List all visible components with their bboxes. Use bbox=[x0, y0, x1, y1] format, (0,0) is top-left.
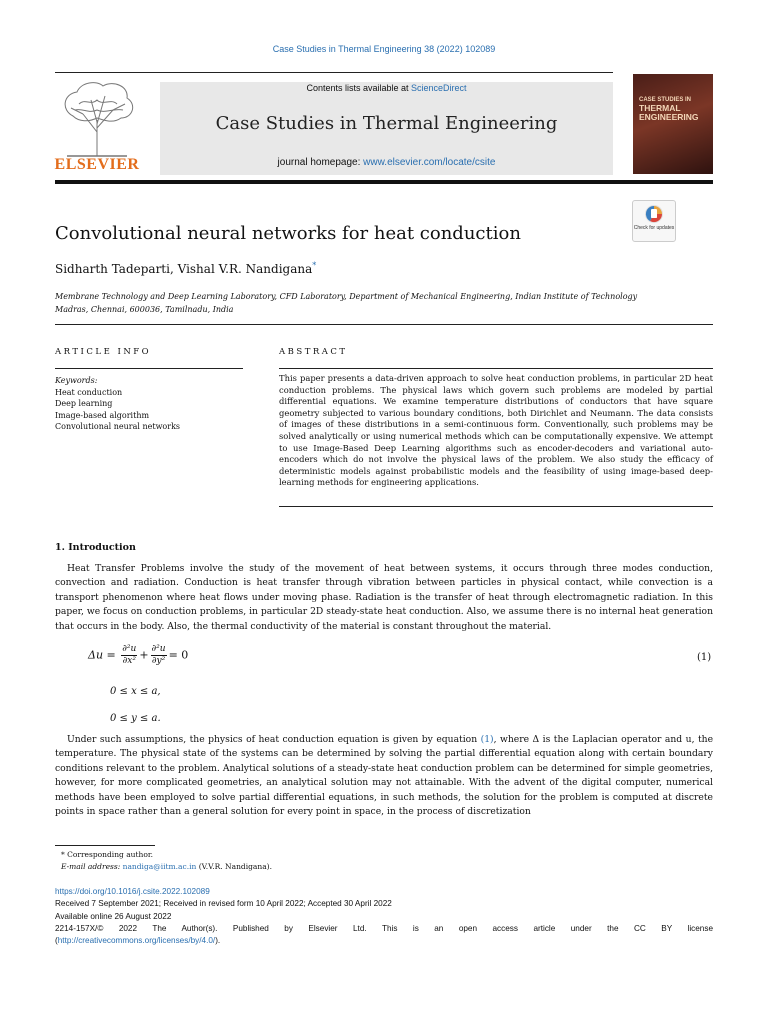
available-online: Available online 26 August 2022 bbox=[55, 911, 172, 921]
license-link[interactable]: http://creativecommons.org/licenses/by/4.0/ bbox=[57, 936, 216, 946]
abstract-text: This paper presents a data-driven approach to solve heat conduction problems, in particular 2D heat conduction problems. The physical laws which govern such problems are modeled by partial differential equations. We examine temperature distributions of conductors that have square geometry subjected to various boundary conditions, both Dirichlet and Neumann. The data consists of images of these distributions in a semi-continuous form. Conventionally, such problems may be solved analytically or using numerical methods which can be computationally expensive. We attempt to use Image-Based Deep Learning algorithms such as encoder-decoders and variational auto-encoders which do not involve the physical laws of the problem. We also study the efficacy of deterministic models against probabilistic models and the feasibility of using image-based deep-learning methods for engineering applications. bbox=[279, 373, 713, 488]
corresponding-author-mark[interactable]: * bbox=[312, 261, 317, 270]
received-dates: Received 7 September 2021; Received in revised form 10 April 2022; Accepted 30 April 2022 bbox=[55, 899, 392, 909]
keywords-list bbox=[55, 375, 180, 433]
equation-reference-link[interactable]: (1) bbox=[480, 734, 494, 745]
author-1[interactable]: Sidharth Tadeparti bbox=[55, 262, 170, 276]
equation-1 bbox=[88, 644, 188, 667]
email-label: E-mail address: bbox=[61, 862, 123, 871]
email-footnote bbox=[55, 861, 272, 873]
check-updates-icon bbox=[644, 204, 664, 224]
license-paren-open: ( bbox=[55, 936, 58, 946]
contents-line bbox=[160, 83, 613, 93]
equation-fraction-x bbox=[121, 644, 137, 667]
article-info-rule bbox=[55, 368, 243, 369]
publication-info bbox=[55, 886, 713, 947]
fraction-numerator: ∂²u bbox=[122, 644, 137, 654]
email-link[interactable]: nandiga@iitm.ac.in bbox=[122, 862, 197, 871]
paragraph-text: Under such assumptions, the physics of heat conduction equation is given by equation bbox=[67, 734, 481, 745]
title-block-rule bbox=[55, 324, 713, 325]
fraction-denominator: ∂x² bbox=[122, 656, 136, 666]
intro-paragraph-1: Heat Transfer Problems involve the study of the movement of heat between systems, it occurs through three modes conduction, convection and radiation. Conduction is heat transfer through vibration between particles in physical contact, while convection is a transport phenomenon where heat flows under moving phase. Radiation is the transfer of heat through electromagnetic radiation. In this paper, we focus on conduction problems, in particular 2D steady-state heat conduction. Also, we assume there is no internal heat generation that occurs in the body. Also, the thermal conductivity of the material is constant throughout the material. bbox=[55, 563, 713, 632]
check-for-updates-badge[interactable] bbox=[632, 200, 676, 242]
journal-homepage-link[interactable]: www.elsevier.com/locate/csite bbox=[363, 157, 496, 168]
header-thick-rule bbox=[55, 180, 713, 184]
affiliation-line-2: Madras, Chennai, 600036, Tamilnadu, India bbox=[55, 305, 234, 314]
paragraph-text: , where Δ is the Laplacian operator and u, the temperature. The physical state of the systems can be determined by solving the partial differential equation along with certain boundary conditions relevant to the problem. Analytical solutions of a steady-state heat conduction problem can be determined for simple geometries, however, for more complicated geometries, an analytical solution may not attainable. With the advent of the digital computer, numerical methods have been employed to solve partial differential equations, in such methods, the solution for the problem is computed at discrete points in space rather than a general solution for every point in space, in the process of discretization bbox=[55, 734, 714, 818]
top-rule bbox=[55, 72, 613, 73]
abstract-bottom-rule bbox=[279, 506, 713, 507]
abstract-heading: ABSTRACT bbox=[279, 347, 348, 357]
cover-line-3: ENGINEERING bbox=[639, 112, 699, 122]
author-2[interactable]: Vishal V.R. Nandigana bbox=[177, 262, 313, 276]
fraction-numerator: ∂²u bbox=[151, 644, 166, 654]
footnote-rule bbox=[55, 845, 155, 846]
equation-plus: + bbox=[139, 648, 149, 662]
email-owner: (V.V.R. Nandigana). bbox=[196, 862, 272, 871]
equation-lhs: Δu = bbox=[88, 648, 120, 662]
homepage-prefix: journal homepage: bbox=[277, 157, 364, 168]
paper-title: Convolutional neural networks for heat conduction bbox=[55, 223, 521, 244]
cover-line-1: CASE STUDIES IN bbox=[639, 97, 692, 103]
journal-cover-image[interactable] bbox=[633, 74, 713, 174]
affiliation bbox=[55, 290, 675, 316]
keyword-item: Convolutional neural networks bbox=[55, 422, 181, 431]
author-separator: , bbox=[169, 262, 178, 276]
license-url-line bbox=[55, 935, 713, 947]
cover-line-2: THERMAL bbox=[639, 103, 681, 113]
abstract-rule bbox=[279, 368, 713, 369]
section-heading-introduction: 1. Introduction bbox=[55, 542, 136, 553]
article-info-heading: ARTICLE INFO bbox=[55, 347, 152, 357]
license-paren-close: ). bbox=[215, 936, 221, 946]
journal-reference[interactable]: Case Studies in Thermal Engineering 38 (2022) 102089 bbox=[272, 44, 496, 54]
license-statement: 2214-157X/© 2022 The Author(s). Published by Elsevier Ltd. This is an open access article under the CC BY license bbox=[55, 923, 713, 933]
affiliation-line-1: Membrane Technology and Deep Learning Laboratory, CFD Laboratory, Department of Mechanical Engineering, Indian Institute of Technology bbox=[55, 292, 638, 301]
elsevier-wordmark: ELSEVIER bbox=[54, 156, 140, 173]
keyword-item: Image-based algorithm bbox=[55, 410, 150, 420]
intro-paragraph-2 bbox=[55, 733, 713, 819]
domain-condition-x: 0 ≤ x ≤ a, bbox=[110, 686, 161, 697]
keywords-label: Keywords: bbox=[55, 376, 98, 385]
journal-title: Case Studies in Thermal Engineering bbox=[215, 113, 558, 134]
keyword-item: Deep learning bbox=[55, 399, 113, 408]
domain-condition-y: 0 ≤ y ≤ a. bbox=[110, 713, 161, 724]
author-list bbox=[55, 261, 316, 276]
doi-link[interactable]: https://doi.org/10.1016/j.csite.2022.102089 bbox=[55, 887, 210, 896]
corresponding-author-note: * Corresponding author. bbox=[61, 850, 154, 859]
check-for-updates-label: Check for updates bbox=[633, 225, 675, 231]
footnotes bbox=[55, 849, 272, 873]
sciencedirect-link[interactable]: ScienceDirect bbox=[411, 83, 467, 93]
journal-homepage-line bbox=[160, 157, 613, 168]
equation-fraction-y bbox=[151, 644, 167, 667]
fraction-denominator: ∂y² bbox=[151, 656, 166, 666]
keyword-item: Heat conduction bbox=[55, 387, 123, 397]
equation-number: (1) bbox=[697, 652, 712, 663]
contents-prefix: Contents lists available at bbox=[306, 83, 412, 93]
equation-rhs: = 0 bbox=[168, 648, 189, 662]
